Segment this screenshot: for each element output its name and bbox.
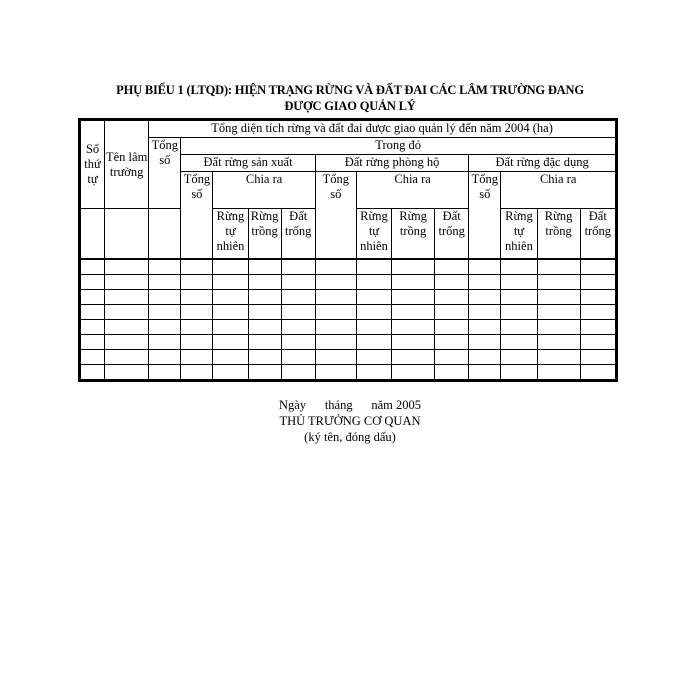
table-cell[interactable] <box>248 319 281 334</box>
table-cell[interactable] <box>580 334 615 349</box>
header-sub-total: Tổng số <box>315 172 356 259</box>
header-category-protection: Đất rừng phòng hộ <box>315 155 469 172</box>
table-cell[interactable] <box>435 259 469 275</box>
table-cell[interactable] <box>315 274 356 289</box>
header-empty-land: Đất trống <box>435 209 469 259</box>
table-cell[interactable] <box>537 289 580 304</box>
table-cell[interactable] <box>501 364 537 379</box>
table-cell[interactable] <box>213 304 248 319</box>
header-natural-forest: Rừng tự nhiên <box>501 209 537 259</box>
table-cell[interactable] <box>281 259 315 275</box>
table-cell[interactable] <box>392 349 435 364</box>
table-cell[interactable] <box>315 289 356 304</box>
document-title <box>70 82 630 114</box>
table-cell[interactable] <box>356 334 391 349</box>
table-row <box>81 349 616 364</box>
table-cell[interactable] <box>315 304 356 319</box>
title-line-2: ĐƯỢC GIAO QUẢN LÝ <box>284 99 416 113</box>
table-cell[interactable] <box>81 304 105 319</box>
title-line-1: PHỤ BIỂU 1 (LTQD): HIỆN TRẠNG RỪNG VÀ ĐẤT ĐAI CÁC LÂM TRƯỜNG ĐANG <box>116 83 584 97</box>
table-cell[interactable] <box>281 334 315 349</box>
header-planted-forest: Rừng trồng <box>248 209 281 259</box>
table-cell[interactable] <box>149 274 181 289</box>
header-stt-cont <box>81 209 105 259</box>
header-empty-land: Đất trống <box>281 209 315 259</box>
table-cell[interactable] <box>315 319 356 334</box>
table-row <box>81 274 616 289</box>
header-group: Tổng diện tích rừng và đất đai được giao quản lý đến năm 2004 (ha) <box>149 121 616 138</box>
header-planted-forest: Rừng trồng <box>537 209 580 259</box>
table-cell[interactable] <box>181 289 213 304</box>
table-cell[interactable] <box>281 289 315 304</box>
table-cell[interactable] <box>105 349 149 364</box>
table-cell[interactable] <box>81 289 105 304</box>
table-cell[interactable] <box>356 319 391 334</box>
table-cell[interactable] <box>469 259 501 275</box>
table-cell[interactable] <box>469 334 501 349</box>
table-cell[interactable] <box>435 334 469 349</box>
table-cell[interactable] <box>81 259 105 275</box>
header-chia-ra: Chia ra <box>501 172 616 209</box>
table-cell[interactable] <box>580 289 615 304</box>
header-sub-total: Tổng số <box>181 172 213 259</box>
table-cell[interactable] <box>580 319 615 334</box>
table-cell[interactable] <box>315 364 356 379</box>
table-cell[interactable] <box>537 319 580 334</box>
table-cell[interactable] <box>105 259 149 275</box>
table-cell[interactable] <box>356 349 391 364</box>
table-cell[interactable] <box>392 259 435 275</box>
table-cell[interactable] <box>181 259 213 275</box>
header-category-production: Đất rừng sản xuất <box>181 155 315 172</box>
table-cell[interactable] <box>537 364 580 379</box>
table-cell[interactable] <box>392 289 435 304</box>
table-cell[interactable] <box>435 289 469 304</box>
table-cell[interactable] <box>281 304 315 319</box>
table-cell[interactable] <box>213 259 248 275</box>
table-cell[interactable] <box>580 349 615 364</box>
table-cell[interactable] <box>580 364 615 379</box>
table-cell[interactable] <box>356 289 391 304</box>
table-cell[interactable] <box>81 334 105 349</box>
table-cell[interactable] <box>213 334 248 349</box>
table-cell[interactable] <box>105 274 149 289</box>
sign-note: (ký tên, đóng dấu) <box>304 430 396 444</box>
table-cell[interactable] <box>315 259 356 275</box>
table-cell[interactable] <box>580 274 615 289</box>
table-cell[interactable] <box>181 304 213 319</box>
table-cell[interactable] <box>435 349 469 364</box>
table-cell[interactable] <box>501 274 537 289</box>
table-cell[interactable] <box>213 349 248 364</box>
header-chia-ra: Chia ra <box>356 172 468 209</box>
table-cell[interactable] <box>149 289 181 304</box>
table-cell[interactable] <box>469 304 501 319</box>
table-cell[interactable] <box>501 289 537 304</box>
table-cell[interactable] <box>356 304 391 319</box>
date-line: Ngày tháng năm 2005 <box>279 398 421 412</box>
header-name: Tên lâm trường <box>105 121 149 209</box>
header-planted-forest: Rừng trồng <box>392 209 435 259</box>
table-cell[interactable] <box>392 364 435 379</box>
table-cell[interactable] <box>149 349 181 364</box>
table-cell[interactable] <box>537 349 580 364</box>
header-natural-forest: Rừng tự nhiên <box>356 209 391 259</box>
table-cell[interactable] <box>149 334 181 349</box>
table-cell[interactable] <box>149 364 181 379</box>
table-cell[interactable] <box>181 349 213 364</box>
header-category-special: Đất rừng đặc dụng <box>469 155 616 172</box>
table-cell[interactable] <box>248 289 281 304</box>
header-total: Tổng số <box>149 138 181 209</box>
signer-title: THỦ TRƯỞNG CƠ QUAN <box>279 414 421 428</box>
table-row <box>81 259 616 275</box>
table-cell[interactable] <box>181 364 213 379</box>
table-cell[interactable] <box>213 274 248 289</box>
table-row <box>81 289 616 304</box>
table-cell[interactable] <box>435 304 469 319</box>
table-cell[interactable] <box>469 349 501 364</box>
table-cell[interactable] <box>501 334 537 349</box>
table-body <box>81 259 616 380</box>
table-cell[interactable] <box>435 274 469 289</box>
table-cell[interactable] <box>435 364 469 379</box>
table-cell[interactable] <box>81 319 105 334</box>
table-cell[interactable] <box>435 319 469 334</box>
table-cell[interactable] <box>248 334 281 349</box>
table-cell[interactable] <box>149 259 181 275</box>
table-cell[interactable] <box>392 274 435 289</box>
table-cell[interactable] <box>105 334 149 349</box>
table-cell[interactable] <box>580 259 615 275</box>
header-total-cont <box>149 209 181 259</box>
table-cell[interactable] <box>580 304 615 319</box>
table-cell[interactable] <box>213 289 248 304</box>
table-cell[interactable] <box>392 319 435 334</box>
table-cell[interactable] <box>181 334 213 349</box>
header-empty-land: Đất trống <box>580 209 615 259</box>
table-cell[interactable] <box>81 349 105 364</box>
table-cell[interactable] <box>181 274 213 289</box>
land-status-table <box>80 120 616 380</box>
header-trong-do: Trong đó <box>181 138 616 155</box>
table-cell[interactable] <box>248 364 281 379</box>
table-cell[interactable] <box>81 364 105 379</box>
table-cell[interactable] <box>105 364 149 379</box>
table-cell[interactable] <box>281 274 315 289</box>
table-cell[interactable] <box>149 319 181 334</box>
table-cell[interactable] <box>81 274 105 289</box>
table-row <box>81 319 616 334</box>
table-cell[interactable] <box>392 334 435 349</box>
table-cell[interactable] <box>356 274 391 289</box>
table-cell[interactable] <box>248 349 281 364</box>
header-chia-ra: Chia ra <box>213 172 315 209</box>
header-name-cont <box>105 209 149 259</box>
table-cell[interactable] <box>537 334 580 349</box>
table-cell[interactable] <box>356 259 391 275</box>
header-natural-forest: Rừng tự nhiên <box>213 209 248 259</box>
table-cell[interactable] <box>315 334 356 349</box>
table-cell[interactable] <box>469 364 501 379</box>
table-cell[interactable] <box>537 259 580 275</box>
table-cell[interactable] <box>315 349 356 364</box>
table-cell[interactable] <box>181 319 213 334</box>
table-cell[interactable] <box>281 349 315 364</box>
table-cell[interactable] <box>356 364 391 379</box>
table-cell[interactable] <box>149 304 181 319</box>
table-cell[interactable] <box>281 364 315 379</box>
table-cell[interactable] <box>213 319 248 334</box>
table-cell[interactable] <box>537 304 580 319</box>
signature-block <box>200 397 500 445</box>
table-cell[interactable] <box>281 319 315 334</box>
table-row <box>81 304 616 319</box>
table-cell[interactable] <box>501 259 537 275</box>
table-cell[interactable] <box>248 259 281 275</box>
table-row <box>81 334 616 349</box>
table-cell[interactable] <box>501 349 537 364</box>
table-cell[interactable] <box>105 289 149 304</box>
table-cell[interactable] <box>105 304 149 319</box>
table-cell[interactable] <box>248 304 281 319</box>
table-cell[interactable] <box>469 319 501 334</box>
header-sub-total: Tổng số <box>469 172 501 259</box>
table-row <box>81 364 616 379</box>
table-cell[interactable] <box>248 274 281 289</box>
table-cell[interactable] <box>213 364 248 379</box>
table-cell[interactable] <box>501 319 537 334</box>
table-cell[interactable] <box>392 304 435 319</box>
table-cell[interactable] <box>537 274 580 289</box>
table-cell[interactable] <box>105 319 149 334</box>
table-cell[interactable] <box>469 289 501 304</box>
table-cell[interactable] <box>469 274 501 289</box>
header-stt: Số thứ tự <box>81 121 105 209</box>
table-cell[interactable] <box>501 304 537 319</box>
